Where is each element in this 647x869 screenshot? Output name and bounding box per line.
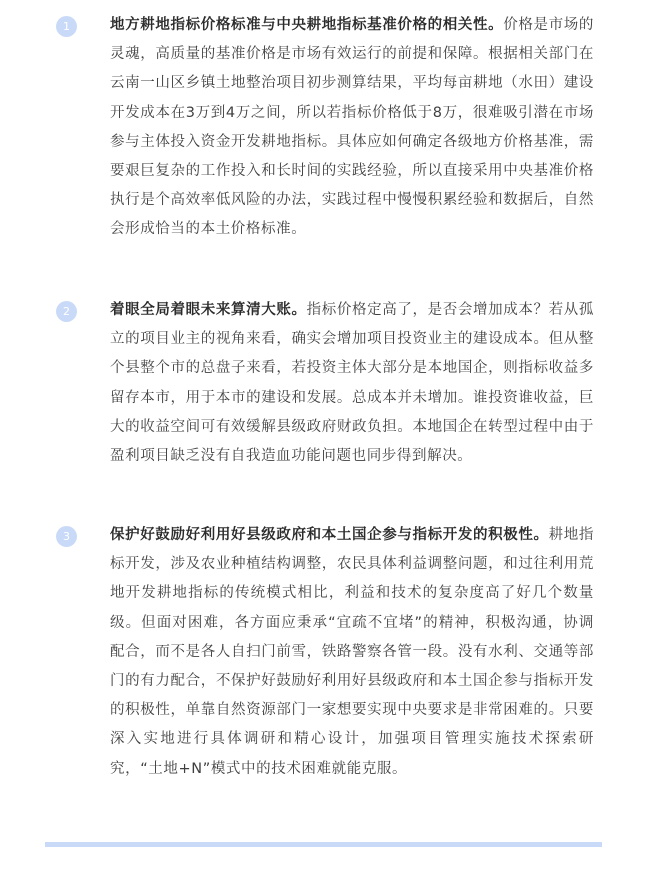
paragraph-body: 指标价格定高了，是否会增加成本？若从孤立的项目业主的视角来看，确实会增加项目投资业主的建设成本。但从整个县整个市的总盘子来看，若投资主体大部分是本地国企，则指标收益多留存本市，用于本市的建设和发展。总成本并未增加。谁投资谁收益，巨大的收益空间可有效缓解县级政府财政负担。本地国企在转型过程中由于盈利项目缺乏没有自我造血功能问题也同步得到解决。 xyxy=(110,302,594,465)
paragraph-title: 保护好鼓励好利用好县级政府和本土国企参与指标开发的积极性。 xyxy=(110,527,549,543)
paragraph-body: 价格是市场的灵魂，高质量的基准价格是市场有效运行的前提和保障。根据相关部门在云南一山区乡镇土地整治项目初步测算结果，平均每亩耕地（水田）建设开发成本在3万到4万之间，所以若指标价格低于8万，很难吸引潜在市场参与主体投入资金开发耕地指标。具体应如何确定各级地方价格基准，需要艰巨复杂的工作投入和长时间的实践经验，所以直接采用中央基准价格执行是个高效率低风险的办法，实践过程中慢慢积累经验和数据后，自然会形成恰当的本土价格标准。 xyxy=(110,17,594,238)
number-badge: 3 xyxy=(56,526,77,547)
number-badge: 1 xyxy=(56,16,77,37)
paragraph-title: 着眼全局着眼未来算清大账。 xyxy=(110,302,307,318)
paragraph-body: 耕地指标开发，涉及农业种植结构调整，农民具体利益调整问题，和过往利用荒地开发耕地指标的传统模式相比，利益和技术的复杂度高了好几个数量级。但面对困难，各方面应秉承“宜疏不宜堵”的精神，积极沟通，协调配合，而不是各人自扫门前雪，铁路警察各管一段。没有水利、交通等部门的有力配合，不保护好鼓励好利用好县级政府和本土国企参与指标开发的积极性，单靠自然资源部门一家想要实现中央要求是非常困难的。只要深入实地进行具体调研和精心设计，加强项目管理实施技术探索研究，“土地+N”模式中的技术困难就能克服。 xyxy=(110,527,594,777)
paragraph-title: 地方耕地指标价格标准与中央耕地指标基准价格的相关性。 xyxy=(110,17,504,33)
number-badge: 2 xyxy=(56,301,77,322)
paragraph xyxy=(110,521,594,784)
bottom-divider xyxy=(45,842,602,847)
paragraph xyxy=(110,11,594,245)
paragraph xyxy=(110,296,594,471)
